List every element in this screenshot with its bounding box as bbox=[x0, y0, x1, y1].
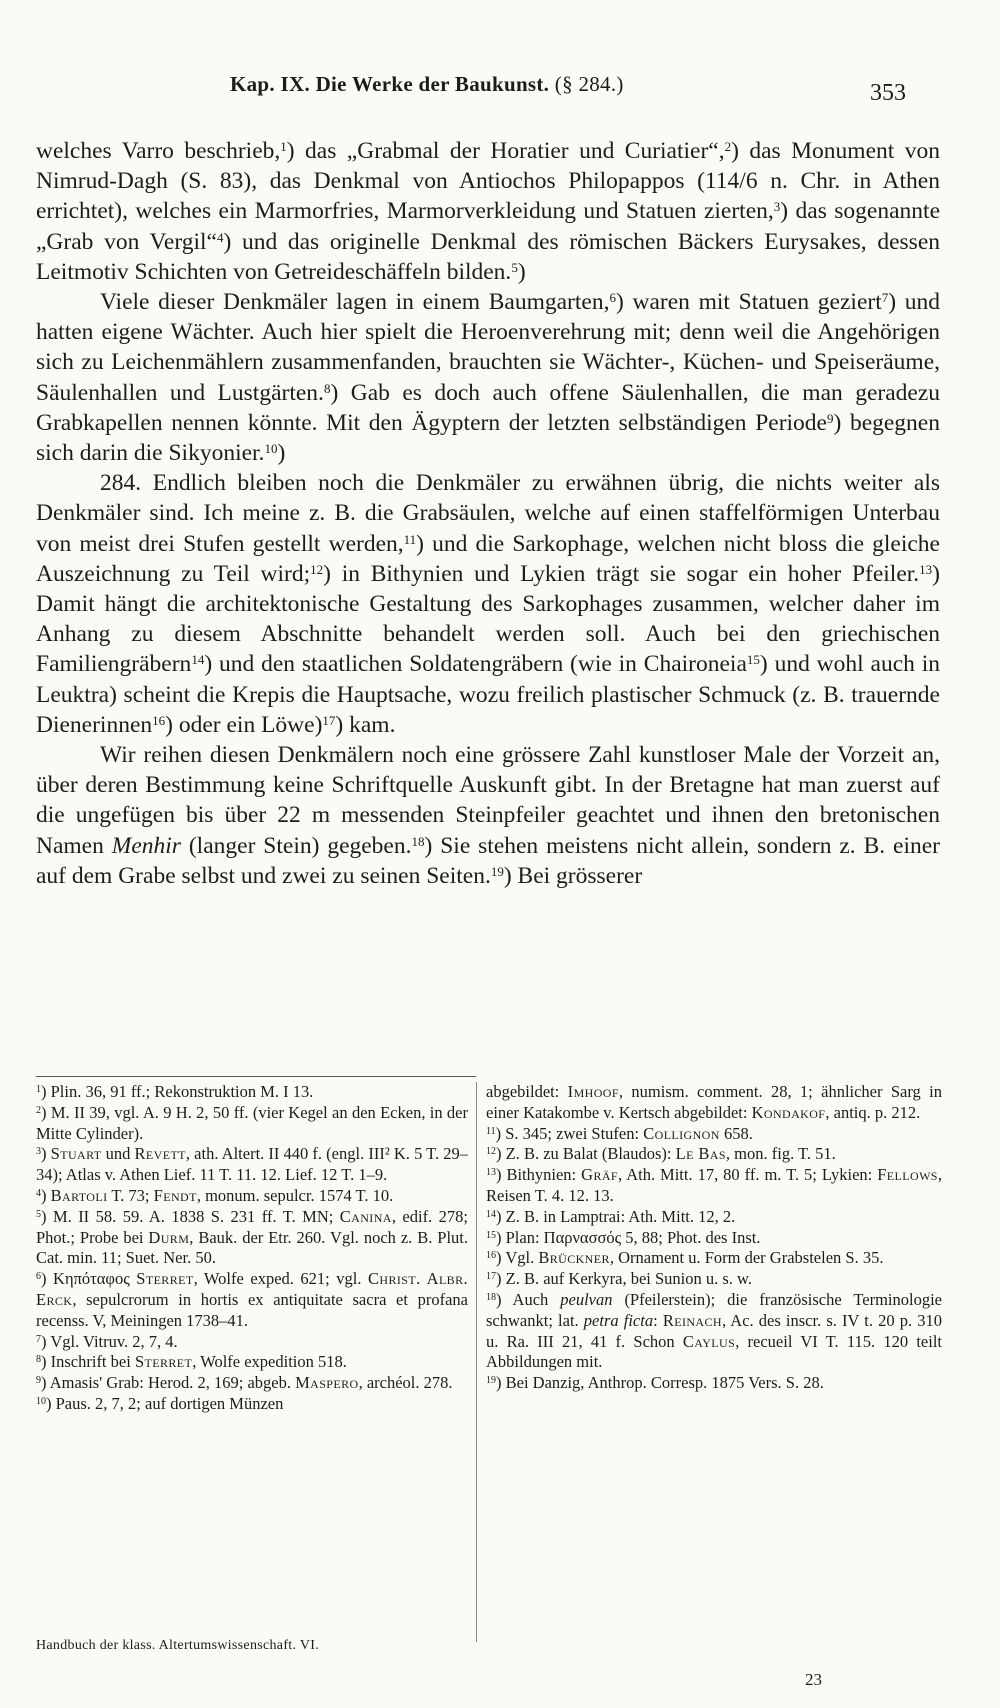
body-paragraph: Wir reihen diesen Denkmälern noch eine grössere Zahl kunstloser Male der Vorzeit an, über deren Bestimmung keine Schriftquelle Auskunft gibt. In der Bretagne hat man zuerst auf die ungefügen bis über 22 m messenden Steinpfeiler geachtet und ihnen den bretonischen Namen Menhir (langer Stein) gegeben.$^{18}$) Sie stehen meistens nicht allein, sondern z. B. einer auf dem Grabe selbst und zwei zu seinen Seiten.$^{19}$) Bei grösserer bbox=[36, 742, 940, 889]
footnote: $^{19}$) Bei Danzig, Anthrop. Corresp. 1875 Vers. S. 28. bbox=[486, 1373, 824, 1393]
footnote: $^{14}$) Z. B. in Lamptrai: Ath. Mitt. 12, 2. bbox=[486, 1206, 736, 1226]
footnote: $^4$) Bartoli T. 73; Fendt, monum. sepulcr. 1574 T. 10. bbox=[36, 1185, 394, 1205]
body-text bbox=[36, 136, 940, 891]
footnote: $^{16}$) Vgl. Brückner, Ornament u. Form der Grabstelen S. 35. bbox=[486, 1248, 884, 1268]
sheet-number: 23 bbox=[805, 1670, 822, 1689]
footnotes-left-column bbox=[36, 1082, 468, 1415]
footnote: $^9$) Amasis' Grab: Herod. 2, 169; abgeb. Maspero, archéol. 278. bbox=[36, 1373, 453, 1393]
footnote: $^{15}$) Plan: Παρνασσός 5, 88; Phot. des Inst. bbox=[486, 1227, 761, 1247]
footnote: $^{17}$) Z. B. auf Kerkyra, bei Sunion u. s. w. bbox=[486, 1269, 753, 1289]
footnote: $^1$) Plin. 36, 91 ff.; Rekonstruktion M. I 13. bbox=[36, 1082, 314, 1101]
footnotes-right-column bbox=[486, 1082, 942, 1394]
chapter-label: Kap. IX. bbox=[230, 72, 311, 96]
printer-signature: Handbuch der klass. Altertumswissenschaft. VI. bbox=[36, 1638, 319, 1653]
footnote: $^5$) M. II 58. 59. A. 1838 S. 231 ff. T. MN; Canina, edif. 278; Phot.; Probe bei Durm, Bauk. der Etr. 260. Vgl. noch z. B. Plut. Cat. min. 11; Suet. Ner. 50. bbox=[36, 1206, 469, 1268]
running-header bbox=[230, 72, 960, 108]
footnote: $^{11}$) S. 345; zwei Stufen: Collignon 658. bbox=[486, 1123, 753, 1143]
footnote: $^{12}$) Z. B. zu Balat (Blaudos): Le Bas, mon. fig. T. 51. bbox=[486, 1144, 836, 1164]
footnote: $^3$) Stuart und Revett, ath. Altert. II 440 f. (engl. III² K. 5 T. 29–34); Atlas v. Athen Lief. 11 T. 11. 12. Lief. 12 T. 1–9. bbox=[36, 1144, 469, 1185]
footnote: $^{13}$) Bithynien: Gräf, Ath. Mitt. 17, 80 ff. m. T. 5; Lykien: Fellows, Reisen T. 4. 12. 13. bbox=[486, 1165, 942, 1205]
section-ref: (§ 284.) bbox=[554, 72, 624, 96]
footnote: $^{10}$) Paus. 2, 7, 2; auf dortigen Münzen bbox=[36, 1393, 284, 1413]
footnote: $^7$) Vgl. Vitruv. 2, 7, 4. bbox=[36, 1331, 178, 1351]
column-divider bbox=[476, 1082, 477, 1642]
body-paragraph: Viele dieser Denkmäler lagen in einem Baumgarten,$^6$) waren mit Statuen geziert$^7$) und hatten eigene Wächter. Auch hier spielt die Heroenverehrung mit; denn weil die Angehörigen sich zu Leichenmählern zusammenfanden, brauchten sie Wächter-, Küchen- und Speiseräume, Säulenhallen und Lustgärten.$^8$) Gab es doch auch offene Säulenhallen, die man geradezu Grabkapellen nennen könnte. Mit den Ägyptern der letzten selbständigen Periode$^9$) begegnen sich darin die Sikyonier.$^{10}$) bbox=[36, 289, 941, 467]
chapter-name: Die Werke der Baukunst. bbox=[315, 72, 550, 96]
footnote: $^2$) M. II 39, vgl. A. 9 H. 2, 50 ff. (vier Kegel an den Ecken, in der Mitte Cylinder). bbox=[36, 1102, 468, 1143]
body-paragraph-section-284: 284. Endlich bleiben noch die Denkmäler zu erwähnen übrig, die nichts weiter als Denkmäler sind. Ich meine z. B. die Grabsäulen, welche auf einen staffelförmigen Unterbau von meist drei Stufen gestellt werden,$^{11}$) und die Sarkophage, welchen nicht bloss die gleiche Auszeichnung zu Teil wird;$^{12}$) in Bithynien und Lykien trägt sie sogar ein hoher Pfeiler.$^{13}$) Damit hängt die architektonische Gestaltung des Sarkophages zusammen, welcher daher im Anhang zu diesem Abschnitte behandelt werden soll. Auch bei den griechischen Familiengräbern$^{14}$) und den staatlichen Soldatengräbern (wie in Chaironeia$^{15}$) und wohl auch in Leuktra) scheint die Krepis die Hauptsache, wozu freilich plastischer Schmuck (z. B. trauernde Dienerinnen$^{16}$) oder ein Löwe)$^{17}$) kam. bbox=[36, 470, 941, 738]
footnote: abgebildet: Imhoof, numism. comment. 28, 1; ähnlicher Sarg in einer Katakombe v. Kertsch abgebildet: Kondakof, antiq. p. 212. bbox=[486, 1082, 942, 1122]
footnote-rule bbox=[36, 1076, 476, 1077]
footnote: $^{18}$) Auch peulvan (Pfeilerstein); die französische Terminologie schwankt; lat. petra ficta: Reinach, Ac. des inscr. s. IV t. 20 p. 310 u. Ra. III 21, 41 f. Schon Caylus, recueil VI T. 115. 120 teilt Abbildungen mit. bbox=[486, 1289, 942, 1372]
chapter-title bbox=[230, 72, 624, 97]
page-number: 353 bbox=[870, 80, 906, 106]
footnote: $^8$) Inschrift bei Sterret, Wolfe expedition 518. bbox=[36, 1352, 347, 1372]
footnote: $^6$) Κηπόταφος Sterret, Wolfe exped. 621; vgl. Christ. Albr. Erck, sepulcrorum in hortis ex antiquitate sacra et profana recenss. V, Meiningen 1738–41. bbox=[36, 1269, 469, 1330]
body-paragraph: welches Varro beschrieb,$^1$) das „Grabmal der Horatier und Curiatier“,$^2$) das Monument von Nimrud-Dagh (S. 83), das Denkmal von Antiochos Philopappos (114/6 n. Chr. in Athen errichtet), welches ein Marmorfries, Marmorverkleidung und Statuen zierten,$^3$) das sogenannte „Grab von Vergil“$^4$) und das originelle Denkmal des römischen Bäckers Eurysakes, dessen Leitmotiv Schichten von Getreideschäffeln bilden.$^5$) bbox=[36, 138, 940, 285]
